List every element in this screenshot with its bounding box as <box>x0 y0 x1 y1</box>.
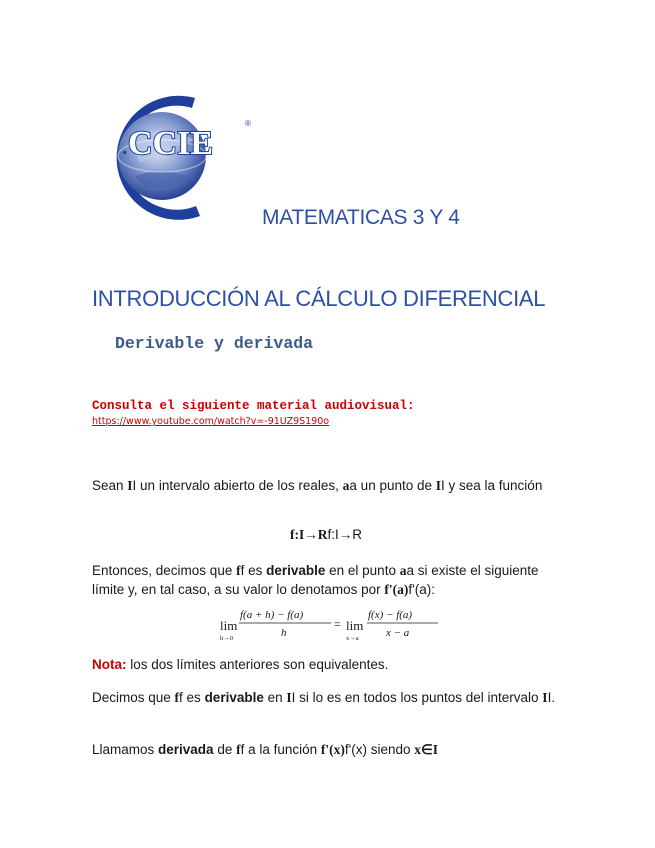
derivable-interval-paragraph: Decimos que ff es derivable en II si lo es en todos los puntos del intervalo II. <box>92 690 556 705</box>
derivative-limit-formula <box>218 606 442 644</box>
video-link[interactable]: https://www.youtube.com/watch?v=-91UZ9S190o <box>92 416 330 427</box>
svg-text:.: . <box>122 137 128 159</box>
denominator-h: h <box>281 627 287 639</box>
limit-symbol-2: lim <box>346 618 364 633</box>
section-title: INTRODUCCIÓN AL CÁLCULO DIFERENCIAL <box>92 286 546 311</box>
numerator-x: f(x) − f(a) <box>368 609 413 621</box>
denominator-x: x − a <box>386 627 410 639</box>
definition-paragraph: Entonces, decimos que ff es derivable en el punto aa si existe el siguiente límite y, en tal caso, a su valor lo denotamos por f'(a)f'(a): <box>92 563 539 597</box>
logo-text: CCIE <box>128 125 214 162</box>
subsection-title: Derivable y derivada <box>115 334 314 353</box>
note-label: Nota: <box>92 657 127 672</box>
ccie-logo <box>100 88 260 226</box>
function-definition: f:I→Rf:I→R <box>290 527 363 542</box>
equals-sign: = <box>334 617 341 631</box>
resource-label: Consulta el siguiente material audiovisual: <box>92 399 415 413</box>
note-paragraph: Nota: los dos límites anteriores son equivalentes. <box>92 657 389 672</box>
intro-paragraph: Sean II un intervalo abierto de los reales, aa un punto de II y sea la función <box>92 478 543 493</box>
limit-subscript-h: h→0 <box>220 635 233 642</box>
logo-registered-mark: ® <box>245 119 251 128</box>
numerator-h: f(a + h) − f(a) <box>240 609 304 621</box>
limit-symbol: lim <box>220 618 238 633</box>
limit-subscript-x: x→a <box>346 635 359 642</box>
derivative-function-paragraph: Llamamos derivada de ff a la función f'(x)f'(x) siendo x∈I <box>92 742 439 757</box>
course-title: MATEMATICAS 3 Y 4 <box>262 206 460 229</box>
